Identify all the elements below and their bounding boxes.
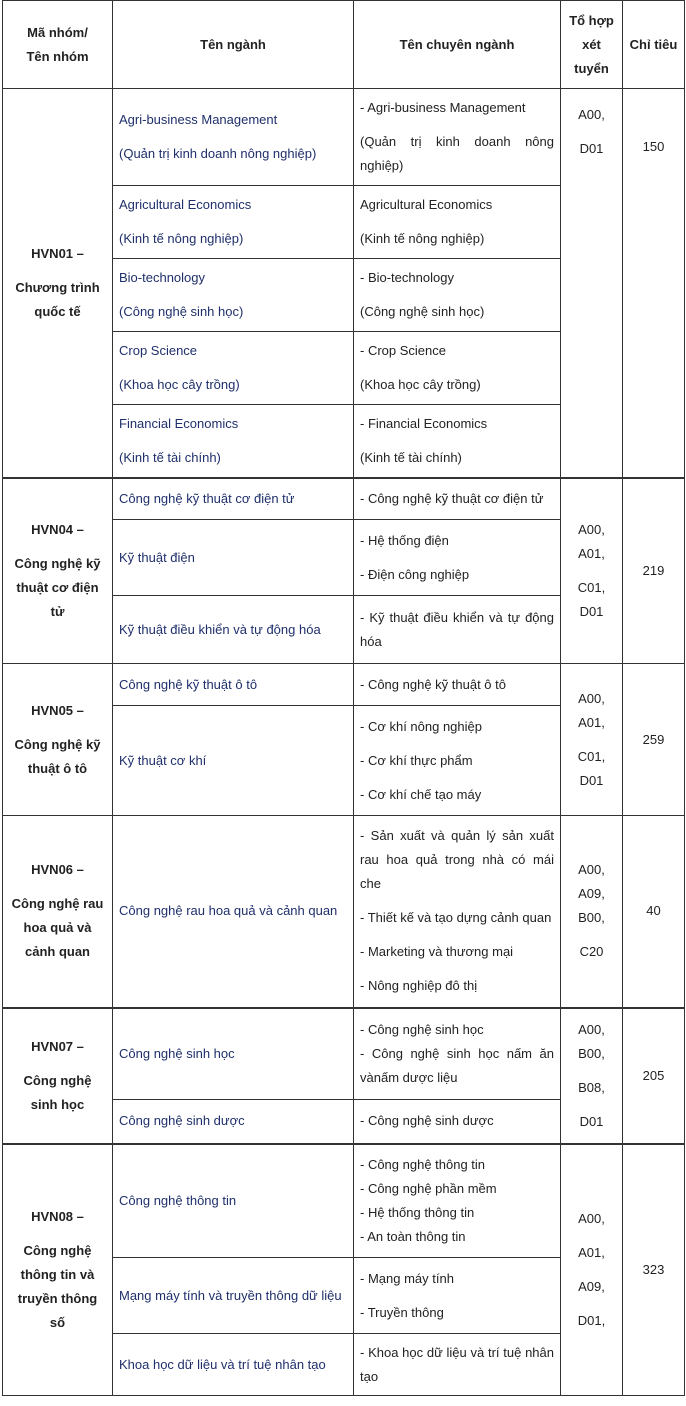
header-combo: Tổ hợp xét tuyển [561, 1, 623, 89]
spec-cell: - Bio-technology (Công nghệ sinh học) [354, 259, 561, 332]
quota-cell: 323 [623, 1144, 685, 1396]
major-cell: Công nghệ sinh học [113, 1008, 354, 1100]
combo-cell: A00, D01 [561, 89, 623, 478]
spec-cell: - Công nghệ kỹ thuật ô tô [354, 664, 561, 706]
spec-cell: - Agri-business Management (Quản trị kinh doanh nông nghiệp) [354, 89, 561, 186]
spec-cell: Agricultural Economics (Kinh tế nông nghiệp) [354, 186, 561, 259]
major-cell: Mạng máy tính và truyền thông dữ liệu [113, 1258, 354, 1334]
header-quota: Chỉ tiêu [623, 1, 685, 89]
quota-cell: 205 [623, 1008, 685, 1144]
major-cell: Công nghệ thông tin [113, 1144, 354, 1258]
header-group: Mã nhóm/ Tên nhóm [3, 1, 113, 89]
quota-cell: 150 [623, 89, 685, 478]
admission-table [2, 0, 685, 1396]
combo-cell: A00, A09, B00, C20 [561, 816, 623, 1008]
header-row [3, 1, 685, 89]
group-cell: HVN08 – Công nghệ thông tin và truyền thông số [3, 1144, 113, 1396]
table-row [3, 478, 685, 520]
major-cell: Công nghệ kỹ thuật cơ điện tử [113, 478, 354, 520]
major-cell: Công nghệ sinh dược [113, 1100, 354, 1144]
group-cell: HVN06 – Công nghệ rau hoa quả và cảnh quan [3, 816, 113, 1008]
group-cell: HVN04 – Công nghệ kỹ thuật cơ điện tử [3, 478, 113, 664]
group-cell: HVN01 – Chương trình quốc tế [3, 89, 113, 478]
major-cell: Agricultural Economics (Kinh tế nông nghiệp) [113, 186, 354, 259]
spec-cell: - Sản xuất và quản lý sản xuất rau hoa quả trong nhà có mái che - Thiết kế và tạo dựng cảnh quan - Marketing và thương mại - Nông nghiệp đô thị [354, 816, 561, 1008]
spec-cell: - Kỹ thuật điều khiển và tự động hóa [354, 596, 561, 664]
combo-cell: A00, A01, C01, D01 [561, 478, 623, 664]
spec-cell: - Hệ thống điện - Điện công nghiệp [354, 520, 561, 596]
spec-cell: - Công nghệ thông tin - Công nghệ phần mềm - Hệ thống thông tin - An toàn thông tin [354, 1144, 561, 1258]
quota-cell: 259 [623, 664, 685, 816]
major-cell: Công nghệ kỹ thuật ô tô [113, 664, 354, 706]
major-cell: Kỹ thuật điều khiển và tự động hóa [113, 596, 354, 664]
spec-cell: - Công nghệ sinh học - Công nghệ sinh học nấm ăn vànấm dược liệu [354, 1008, 561, 1100]
table-row [3, 664, 685, 706]
table-row [3, 816, 685, 1008]
quota-cell: 219 [623, 478, 685, 664]
table-row [3, 1144, 685, 1258]
combo-cell: A00, A01, A09, D01, [561, 1144, 623, 1396]
group-cell: HVN07 – Công nghệ sinh học [3, 1008, 113, 1144]
major-cell: Công nghệ rau hoa quả và cảnh quan [113, 816, 354, 1008]
major-cell: Financial Economics (Kinh tế tài chính) [113, 405, 354, 478]
spec-cell: - Công nghệ kỹ thuật cơ điện tử [354, 478, 561, 520]
group-cell: HVN05 – Công nghệ kỹ thuật ô tô [3, 664, 113, 816]
table-row [3, 1008, 685, 1100]
spec-cell: - Cơ khí nông nghiệp - Cơ khí thực phẩm - Cơ khí chế tạo máy [354, 706, 561, 816]
major-cell: Khoa học dữ liệu và trí tuệ nhân tạo [113, 1334, 354, 1396]
major-cell: Kỹ thuật điện [113, 520, 354, 596]
spec-cell: - Mạng máy tính - Truyền thông [354, 1258, 561, 1334]
combo-cell: A00, A01, C01, D01 [561, 664, 623, 816]
spec-cell: - Khoa học dữ liệu và trí tuệ nhân tạo [354, 1334, 561, 1396]
major-cell: Crop Science (Khoa học cây trồng) [113, 332, 354, 405]
table-row [3, 89, 685, 186]
spec-cell: - Financial Economics (Kinh tế tài chính) [354, 405, 561, 478]
quota-cell: 40 [623, 816, 685, 1008]
header-major: Tên ngành [113, 1, 354, 89]
spec-cell: - Crop Science (Khoa học cây trồng) [354, 332, 561, 405]
header-spec: Tên chuyên ngành [354, 1, 561, 89]
major-cell: Agri-business Management (Quản trị kinh doanh nông nghiệp) [113, 89, 354, 186]
major-cell: Kỹ thuật cơ khí [113, 706, 354, 816]
major-cell: Bio-technology (Công nghệ sinh học) [113, 259, 354, 332]
spec-cell: - Công nghệ sinh dược [354, 1100, 561, 1144]
combo-cell: A00, B00, B08, D01 [561, 1008, 623, 1144]
